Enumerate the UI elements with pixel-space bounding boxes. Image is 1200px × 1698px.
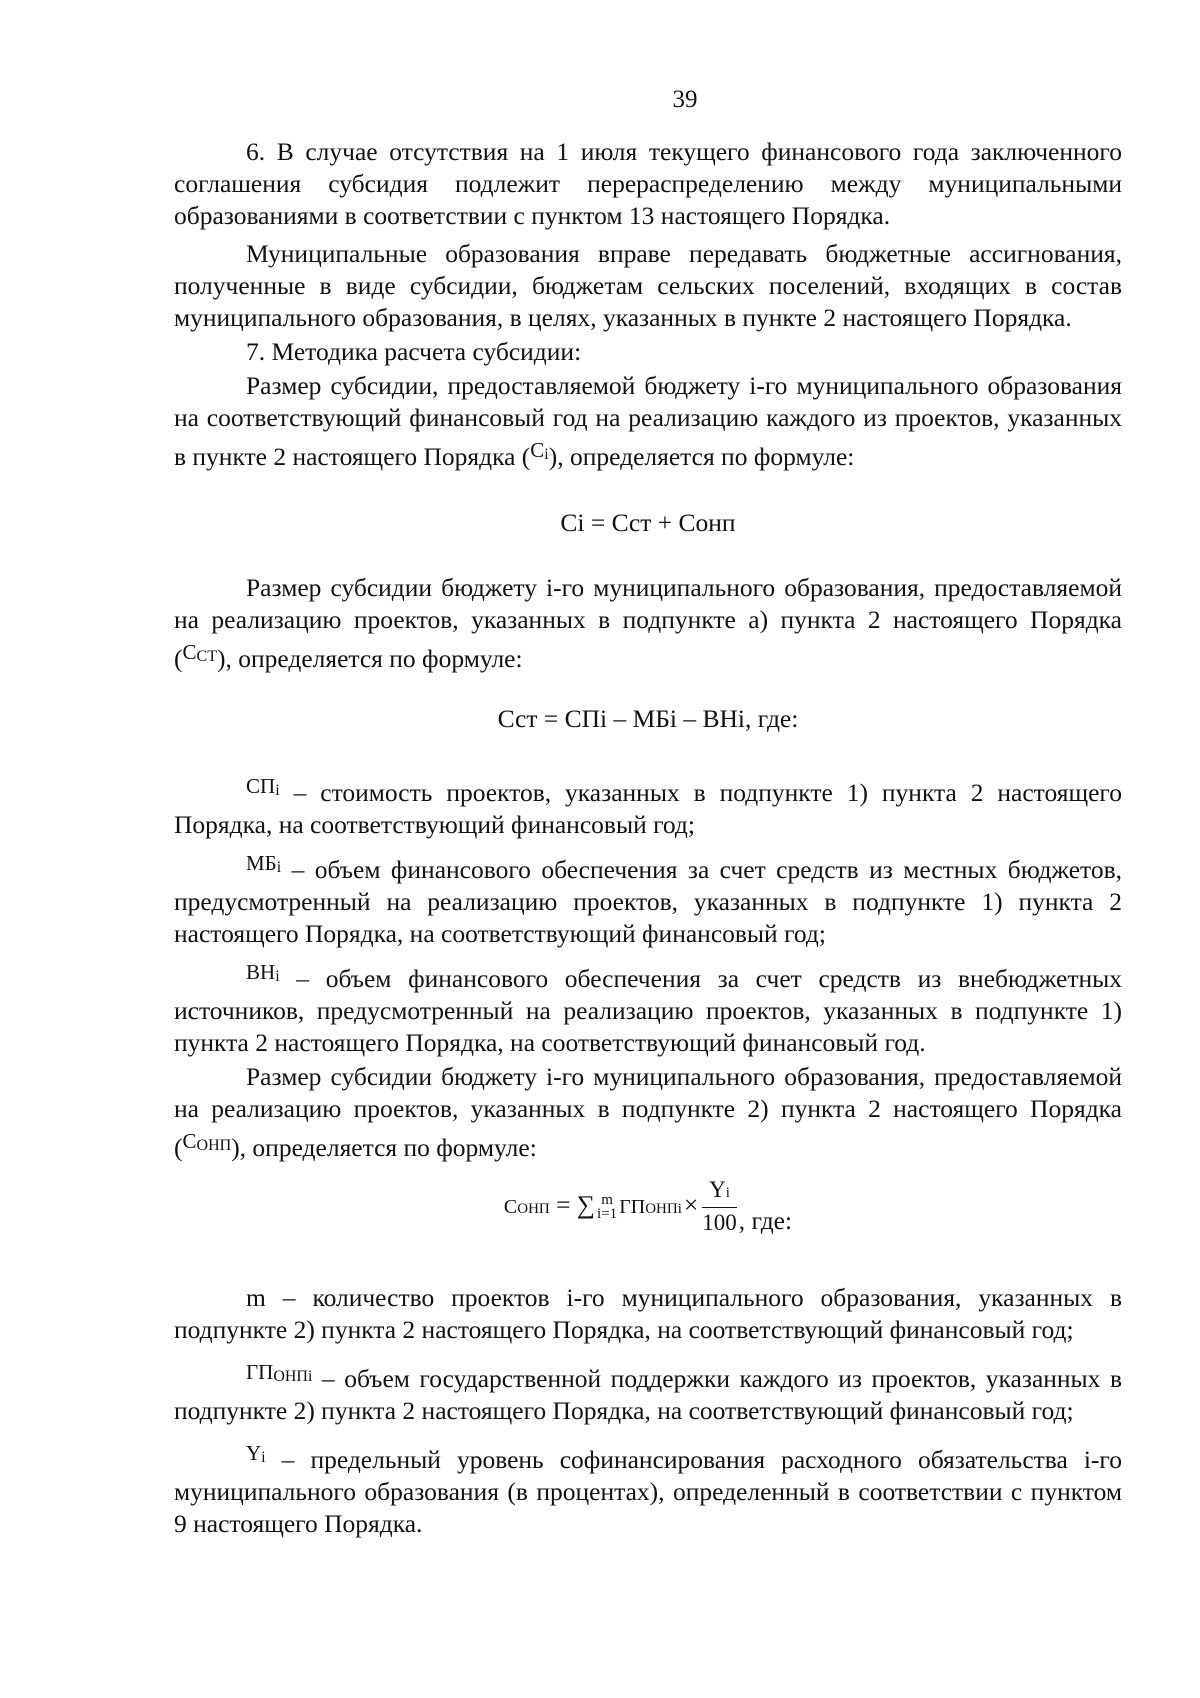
paragraph: 6. В случае отсутствия на 1 июля текущего финансового года заключенного соглашения субсидия подлежит перераспределению между муниципальными образованиями в соответствии с пунктом 13 настоящего Порядка.	[174, 137, 1122, 230]
definition-mb: $^{МБi}$ – объем финансового обеспечения за счет средств из местных бюджетов, предусмотренный на реализацию проектов, указанных в подпункте 1) пункта 2 настоящего Порядка, на соответствующий финансовый год;	[174, 851, 1122, 948]
formula-symbol: ГПОНПi	[246, 1360, 313, 1385]
formula-ci: Ci = Сст + Сонп	[560, 508, 736, 537]
paragraph-cst	[174, 572, 1122, 675]
definitions-cst	[174, 770, 1122, 1164]
paragraph: Муниципальные образования вправе передавать бюджетные ассигнования, полученные в виде субсидии, бюджетам сельских поселений, входящих в состав муниципального образования, в целях, указанных в пункте 2 настоящего Порядка.	[174, 239, 1122, 332]
item-6	[174, 136, 1122, 473]
definition-sp: $^{СПi}$ – стоимость проектов, указанных в подпункте 1) пункта 2 настоящего Порядка, на соответствующий финансовый год;	[174, 774, 1122, 839]
definition-y: $^{Yi}$ – предельный уровень софинансирования расходного обязательства i-го муниципального образования (в процентах), определенный в соответствии с пунктом 9 настоящего Порядка.	[174, 1441, 1122, 1538]
formula-symbol: СПi	[246, 774, 280, 799]
formula-symbol: CСТ	[182, 640, 217, 665]
definition-vn: $^{ВНi}$ – объем финансового обеспечения за счет средств из внебюджетных источников, предусмотренный на реализацию проектов, указанных в подпункте 1) пункта 2 настоящего Порядка, на соответствующий финансовый год.	[174, 960, 1122, 1057]
formula-symbol: Yi	[246, 1441, 266, 1466]
paragraph: Размер субсидии бюджету i-го муниципального образования, предоставляемой на реализацию проектов, указанных в подпункте 2) пункта 2 настоящего Порядка ($^{CОНП}$), определяется по формуле:	[174, 1062, 1122, 1162]
sum-limits: m i=1	[597, 1192, 618, 1222]
formula-symbol: Ci	[530, 438, 549, 463]
definitions-conp	[174, 1282, 1122, 1540]
formula-symbol: МБi	[246, 851, 282, 876]
section-heading: 7. Методика расчета субсидии:	[246, 337, 582, 366]
paragraph: Размер субсидии бюджету i-го муниципального образования, предоставляемой на реализацию проектов, указанных в подпункте а) пункта 2 настоящего Порядка ($^{CСТ}$), определяется по формуле:	[174, 573, 1122, 673]
definition-gp: $^{ГПОНПi}$ – объем государственной поддержки каждого из проектов, указанных в подпункте 2) пункта 2 настоящего Порядка, на соответствующий финансовый год;	[174, 1360, 1122, 1425]
page-number: 39	[672, 86, 698, 113]
formula-conp: CОНП = ∑ m i=1 ГПОНПi× $\frac{Yi}{100}$ , где:	[0, 1176, 1200, 1238]
paragraph: Размер субсидии, предоставляемой бюджету i-го муниципального образования на соответствующий финансовый год на реализацию каждого из проектов, указанных в пункте 2 настоящего Порядка ($^{Ci}$), определяется по формуле:	[174, 371, 1122, 471]
formula-symbol: CОНП	[182, 1129, 232, 1154]
fraction: $\frac{Yi}{100}$	[702, 1177, 737, 1235]
formula-symbol: ВНi	[246, 960, 280, 985]
formula-cst: Сст = СПi – МБi – ВНi, где:	[497, 704, 799, 733]
definition-m: m – количество проектов i-го муниципального образования, указанных в подпункте 2) пункта 2 настоящего Порядка, на соответствующий финансовый год;	[174, 1283, 1122, 1344]
